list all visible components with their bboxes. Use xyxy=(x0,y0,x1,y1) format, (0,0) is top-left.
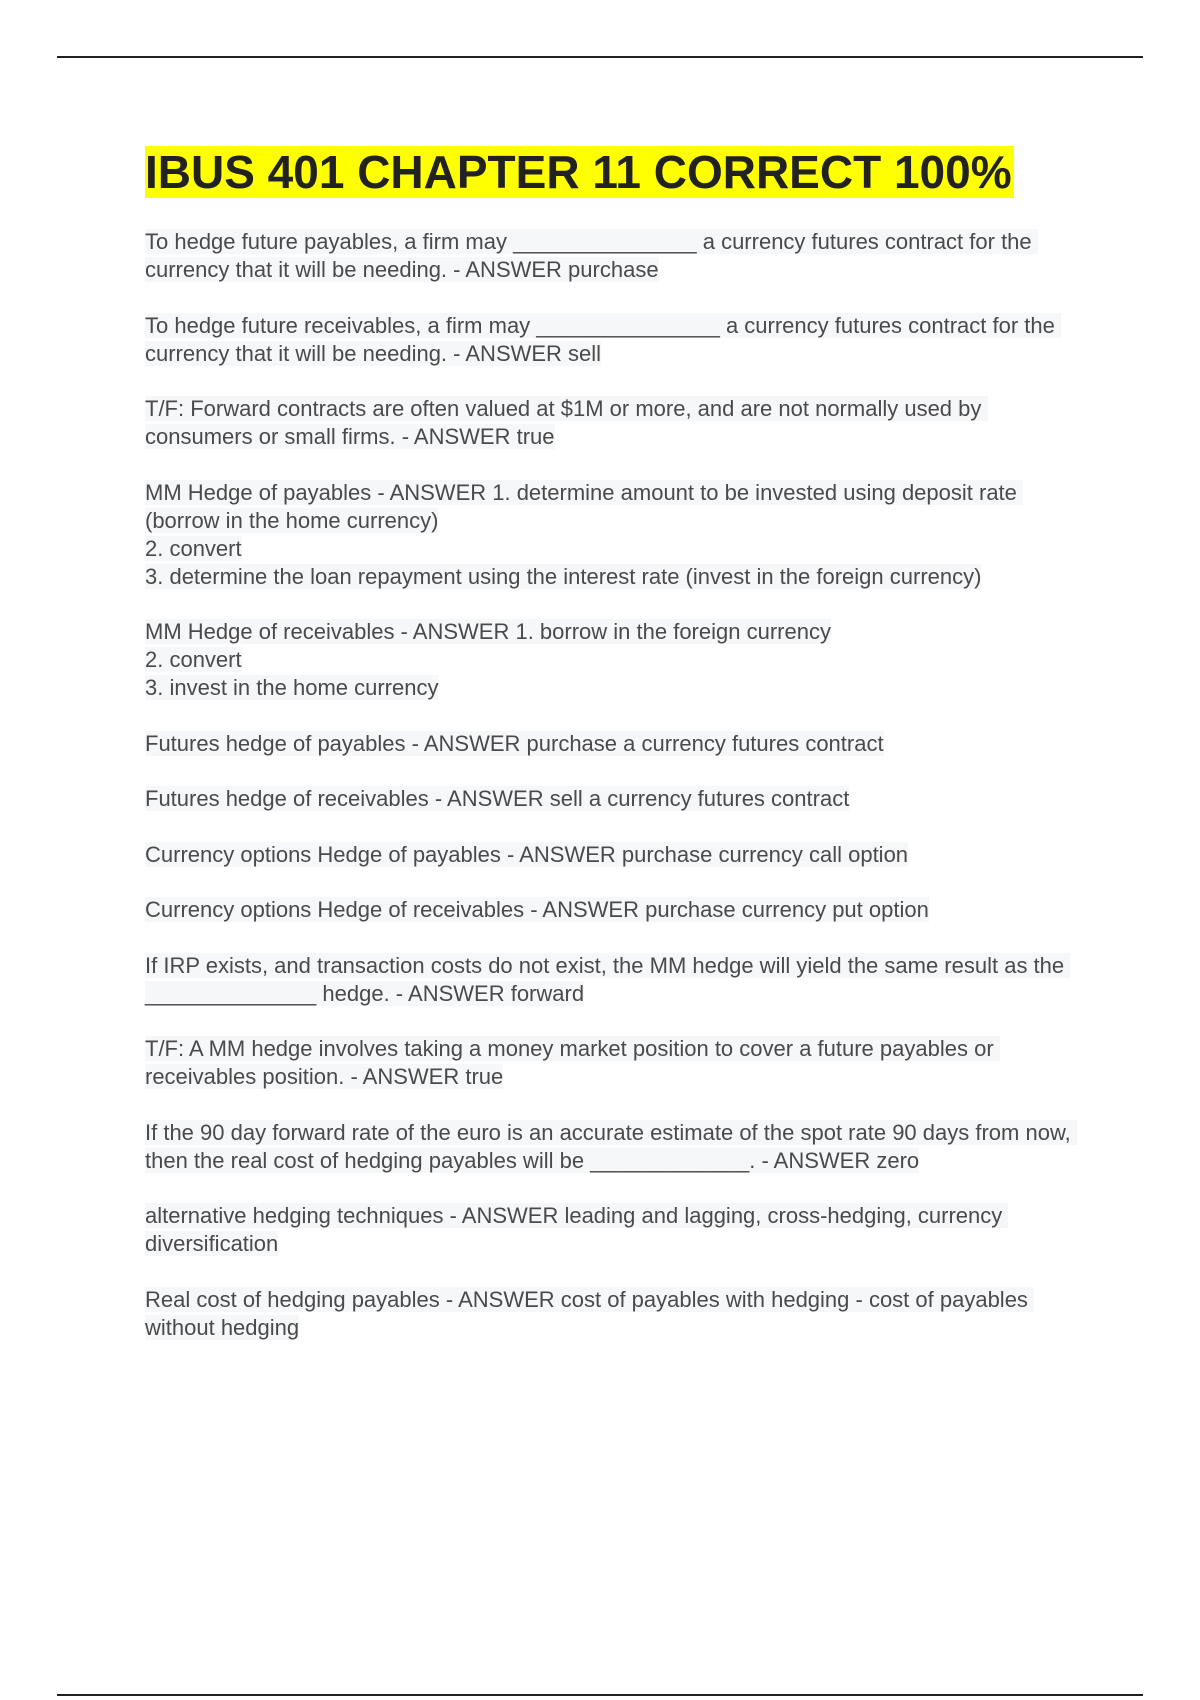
qa-item-line xyxy=(145,646,1095,674)
qa-item-text: 3. determine the loan repayment using the interest rate (invest in the foreign currency) xyxy=(145,563,982,589)
qa-item-line xyxy=(145,1286,1095,1342)
qa-item xyxy=(145,785,1095,813)
qa-item-line xyxy=(145,479,1095,535)
qa-item-line xyxy=(145,563,1095,591)
qa-item-line xyxy=(145,1119,1095,1175)
qa-item-line xyxy=(145,896,1095,924)
header-rule xyxy=(57,56,1143,58)
qa-item xyxy=(145,1202,1095,1258)
qa-item-line xyxy=(145,535,1095,563)
qa-item-text: 2. convert xyxy=(145,535,242,561)
qa-item xyxy=(145,896,1095,924)
qa-item-line xyxy=(145,730,1095,758)
qa-item-line xyxy=(145,841,1095,869)
qa-item-text: Currency options Hedge of receivables - ANSWER purchase currency put option xyxy=(145,897,929,922)
qa-item-text: T/F: Forward contracts are often valued at $1M or more, and are not normally used by consumers or small firms. - ANSWER true xyxy=(145,396,988,449)
qa-item xyxy=(145,395,1095,451)
qa-item-text: 2. convert xyxy=(145,647,242,672)
qa-item-text: T/F: A MM hedge involves taking a money market position to cover a future payables or receivables position. - ANSWER true xyxy=(145,1036,1000,1089)
qa-item-text: Currency options Hedge of payables - ANSWER purchase currency call option xyxy=(145,841,909,867)
qa-item-text: If the 90 day forward rate of the euro is an accurate estimate of the spot rate 90 days from now, then the real cost of hedging payables will be _____________. - ANSWER zero xyxy=(145,1119,1077,1173)
qa-item xyxy=(145,952,1095,1008)
qa-item-text: MM Hedge of receivables - ANSWER 1. borrow in the foreign currency xyxy=(145,619,831,644)
document-body xyxy=(145,143,1095,1369)
qa-item-text: Real cost of hedging payables - ANSWER cost of payables with hedging - cost of payables without hedging xyxy=(145,1286,1035,1340)
qa-item-text: 3. invest in the home currency xyxy=(145,675,439,700)
qa-item-text: To hedge future receivables, a firm may _______________ a currency futures contract for the currency that it will be needing. - ANSWER sell xyxy=(145,312,1061,366)
qa-item xyxy=(145,730,1095,758)
qa-item-line xyxy=(145,1035,1095,1091)
qa-item xyxy=(145,479,1095,591)
qa-item-line xyxy=(145,312,1095,368)
qa-item-text: To hedge future payables, a firm may _______________ a currency futures contract for the currency that it will be needing. - ANSWER purchase xyxy=(145,229,1038,282)
qa-item xyxy=(145,312,1095,368)
qa-item xyxy=(145,618,1095,702)
footer-rule xyxy=(57,1694,1143,1696)
qa-item-text: Futures hedge of receivables - ANSWER sell a currency futures contract xyxy=(145,786,850,811)
qa-item xyxy=(145,1119,1095,1175)
qa-list xyxy=(145,228,1095,1342)
qa-item xyxy=(145,228,1095,284)
qa-item-text: alternative hedging techniques - ANSWER leading and lagging, cross-hedging, currency diversification xyxy=(145,1203,1009,1256)
qa-item-text: Futures hedge of payables - ANSWER purchase a currency futures contract xyxy=(145,730,884,756)
qa-item-line xyxy=(145,618,1095,646)
qa-item xyxy=(145,841,1095,869)
qa-item-line xyxy=(145,785,1095,813)
title-highlight: IBUS 401 CHAPTER 11 CORRECT 100% xyxy=(145,146,1012,198)
qa-item-line xyxy=(145,395,1095,451)
qa-item xyxy=(145,1035,1095,1091)
document-title xyxy=(145,143,1095,202)
qa-item-line xyxy=(145,952,1095,1008)
qa-item-text: MM Hedge of payables - ANSWER 1. determine amount to be invested using deposit rate (borrow in the home currency) xyxy=(145,479,1024,533)
qa-item-line xyxy=(145,1202,1095,1258)
qa-item-line xyxy=(145,228,1095,284)
qa-item xyxy=(145,1286,1095,1342)
qa-item-text: If IRP exists, and transaction costs do not exist, the MM hedge will yield the same result as the ______________ hedge. - ANSWER forward xyxy=(145,952,1071,1006)
qa-item-line xyxy=(145,674,1095,702)
